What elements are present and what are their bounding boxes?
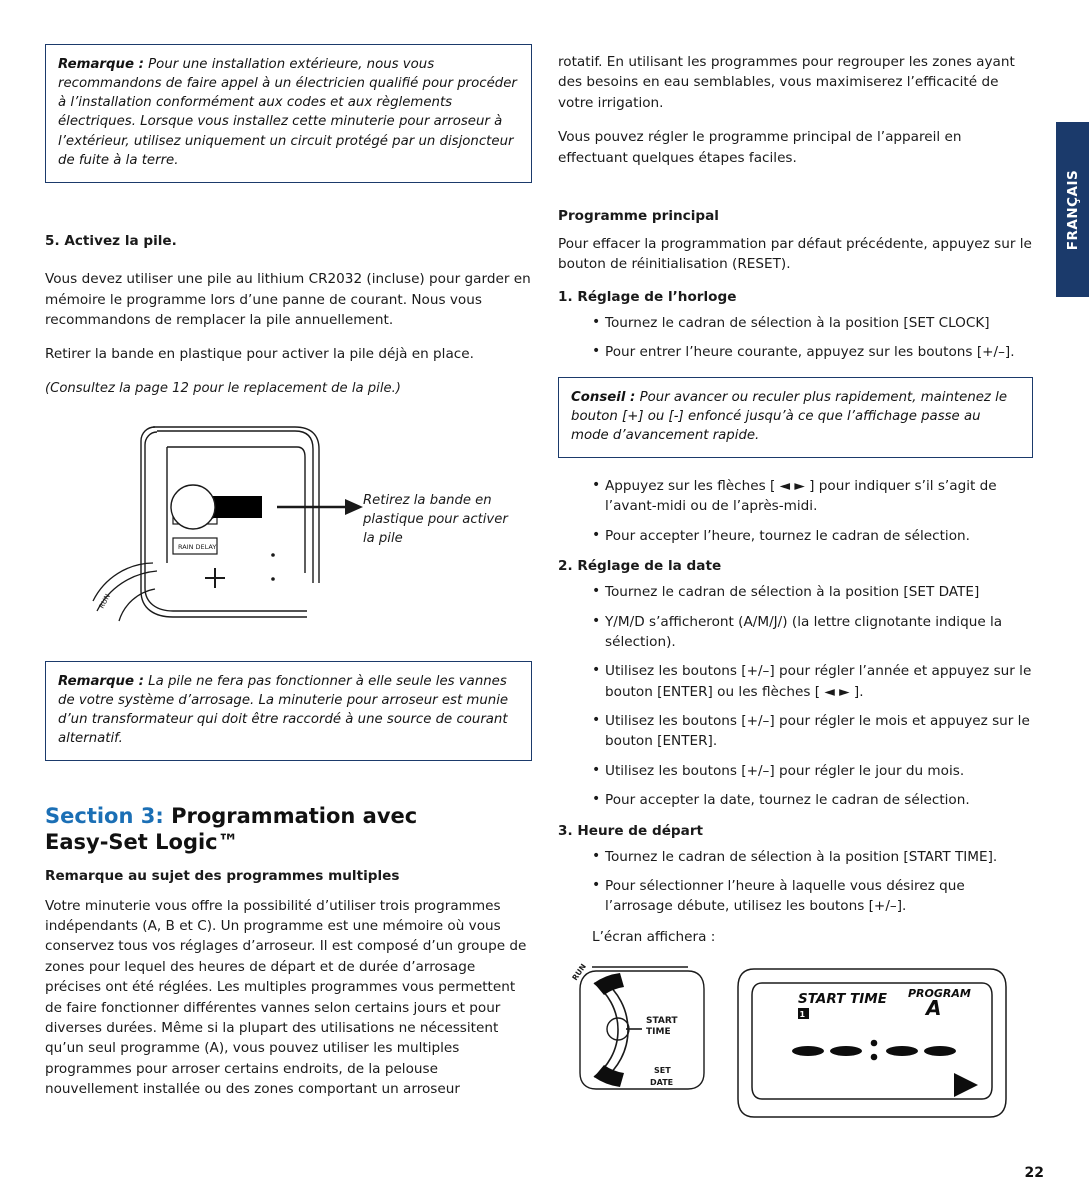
lcd-program-label: PROGRAM <box>908 986 971 1000</box>
section-title-line2: Easy-Set Logic™ <box>45 830 239 855</box>
plus-button-icon <box>205 568 225 588</box>
note-box-outdoor-install <box>45 44 532 183</box>
subheading-multiple-programs: Remarque au sujet des programmes multiples <box>45 867 400 884</box>
list-item: • Pour accepter la date, tournez le cadran de sélection. <box>592 790 1033 810</box>
page-number: 22 <box>1024 1165 1044 1181</box>
list-item: • Tournez le cadran de sélection à la position [SET CLOCK] <box>592 313 1033 333</box>
left-column <box>45 44 532 1114</box>
paragraph-rotary-continued: rotatif. En utilisant les programmes pour regrouper les zones ayant des besoins en eau semblables, vous maximiserez l’efficacité de votre irrigation. <box>558 54 1015 111</box>
heading-main-program: Programme principal <box>558 207 719 224</box>
list-item: • Utilisez les boutons [+/–] pour régler l’année et appuyez sur le bouton [ENTER] ou les flèches [ ◄ ► ]. <box>592 661 1033 702</box>
lcd-start-time-label: START TIME <box>798 990 887 1007</box>
note-text: Pour une installation extérieure, nous vous recommandons de faire appel à un électricien qualifié pour procéder à l’installation conformément aux codes et aux règlements électriques. Lorsque vous installez cette minuterie pour arroseur à l’extérieur, utilisez uniquement un circuit protégé par un disjoncteur de fuite à la terre. <box>58 57 517 168</box>
list-item: • Utilisez les boutons [+/–] pour régler le mois et appuyez sur le bouton [ENTER]. <box>592 711 1033 752</box>
note-label: Remarque : <box>58 673 144 689</box>
step-3-title: 3. Heure de départ <box>558 822 704 839</box>
section-title-line1: Programmation avec <box>163 804 418 829</box>
figure-dial-and-display <box>558 961 1033 1136</box>
paragraph-page-ref: (Consultez la page 12 pour le replacement de la pile.) <box>45 380 401 396</box>
list-item: • Pour accepter l’heure, tournez le cadran de sélection. <box>592 526 1033 546</box>
dial-date-label: DATE <box>650 1077 674 1087</box>
paragraph-reset: Pour effacer la programmation par défaut précédente, appuyez sur le bouton de réinitialisation (RESET). <box>558 235 1032 273</box>
page-title <box>45 803 532 856</box>
list-item: • Appuyez sur les flèches [ ◄ ► ] pour indiquer s’il s’agit de l’avant-midi ou de l’après-midi. <box>592 476 1033 517</box>
figure-dial-display-svg <box>558 961 1033 1136</box>
step-1-title: 1. Réglage de l’horloge <box>558 288 737 305</box>
dial-set-label: SET <box>654 1065 671 1075</box>
list-item: • Pour sélectionner l’heure à laquelle vous désirez que l’arrosage débute, utilisez les boutons [+/–]. <box>592 876 1033 917</box>
section-number: Section 3: <box>45 804 164 829</box>
screen-intro-text: L’écran affichera : <box>592 928 716 945</box>
figure-battery-strip <box>45 413 532 643</box>
note-label: Remarque : <box>58 57 144 72</box>
tip-text: Pour avancer ou reculer plus rapidement, maintenez le bouton [+] ou [-] enfoncé jusqu’à ce que l’affichage passe au mode d’avancement rapide. <box>571 389 1008 443</box>
paragraph-programs-explanation: Votre minuterie vous offre la possibilité d’utiliser trois programmes indépendants (A, B et C). Un programme est une mémoire où vous conservez tous vos réglages d’arroseur. Il est composé d’un groupe de zones pour lequel des heures de départ et de durée d’arrosage précises ont été réglées. Les multiples programmes vous permettent de faire fonctionner différentes vannes selon certains jours et pour diverses durées. Même si la plupart des utilisations ne nécessitent qu’un seul programme (A), vous pouvez utiliser les multiples programmes pour arroser certains endroits, de la pelouse nouvellement installée ou des zones comportant un arroseur <box>45 897 527 1098</box>
language-tab-label: FRANÇAIS <box>1064 169 1081 250</box>
step-2-bullets <box>558 582 1033 811</box>
note-box-battery-power <box>45 661 532 762</box>
paragraph-remove-strip: Retirer la bande en plastique pour activer la pile déjà en place. <box>45 346 474 363</box>
arrow-icon <box>277 499 363 515</box>
figure-caption-battery: Retirez la bande en plastique pour activer la pile <box>363 492 508 546</box>
dial-run-label: RUN <box>97 592 112 610</box>
step-1-bullets-continued <box>558 476 1033 546</box>
rain-delay-button-label: RAIN DELAY <box>178 542 217 551</box>
step-1-bullets <box>558 313 1033 363</box>
dial-start-time-label-line1: START <box>646 1015 678 1026</box>
dial-run-label: RUN <box>570 961 589 982</box>
list-item: • Y/M/D s’afficheront (A/M/J/) (la lettre clignotante indique la sélection). <box>592 612 1033 653</box>
paragraph-battery-info: Vous devez utiliser une pile au lithium CR2032 (incluse) pour garder en mémoire le programme lors d’une panne de courant. Nous vous recommandons de remplacer la pile annuellement. <box>45 271 531 329</box>
right-column <box>558 44 1033 1136</box>
lcd-digits <box>792 1039 956 1060</box>
lcd-program-value: A <box>926 995 942 1020</box>
tip-box <box>558 377 1033 458</box>
list-item: • Utilisez les boutons [+/–] pour régler le jour du mois. <box>592 761 1033 781</box>
tip-label: Conseil : <box>571 389 636 405</box>
list-item: • Tournez le cadran de sélection à la position [START TIME]. <box>592 847 1033 867</box>
lcd-number: 1 <box>799 1009 806 1019</box>
step-3-bullets <box>558 847 1033 917</box>
step5-title: 5. Activez la pile. <box>45 232 177 249</box>
paragraph-main-program-intro: Vous pouvez régler le programme principal de l’appareil en effectuant quelques étapes faciles. <box>558 129 962 166</box>
play-arrow-icon <box>954 1073 978 1097</box>
dial-start-time-label-line2: TIME <box>646 1026 671 1037</box>
step-2-title: 2. Réglage de la date <box>558 558 722 575</box>
list-item: • Pour entrer l’heure courante, appuyez sur les boutons [+/–]. <box>592 342 1033 362</box>
note-text: La pile ne fera pas fonctionner à elle seule les vannes de votre système d’arrosage. La minuterie pour arroseur est munie d’un transformateur qui doit être raccordé à une source de courant alternatif. <box>58 673 509 747</box>
list-item: • Tournez le cadran de sélection à la position [SET DATE] <box>592 582 1033 602</box>
language-tab <box>1056 122 1089 297</box>
